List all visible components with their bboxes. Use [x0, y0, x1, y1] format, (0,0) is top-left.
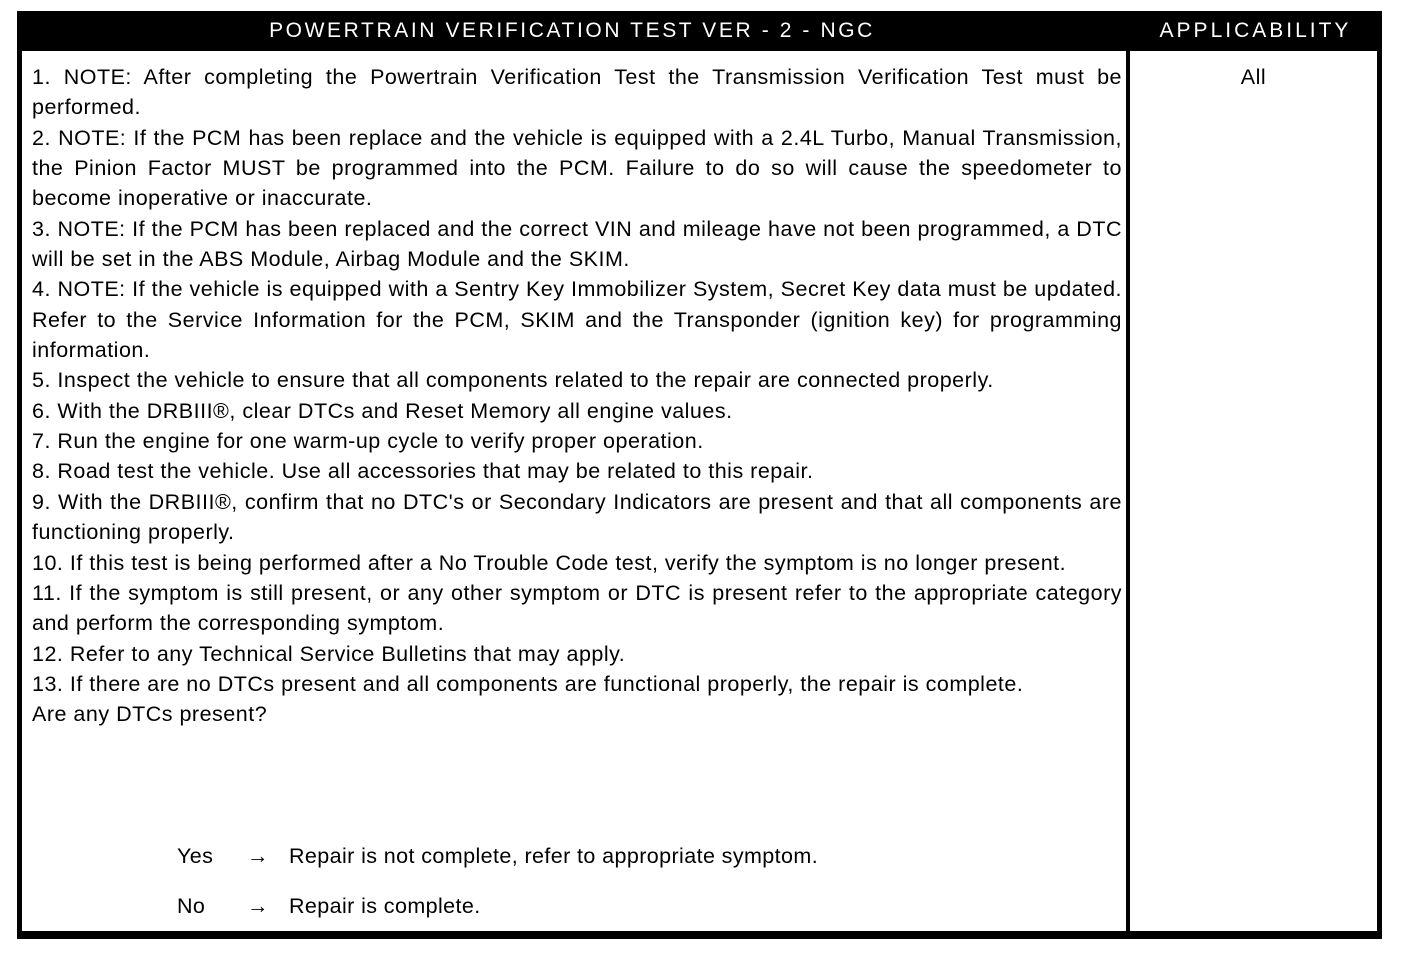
applicability-header: APPLICABILITY	[1159, 19, 1352, 42]
step-10: 10. If this test is being performed after a No Trouble Code test, verify the symptom is no longer present.	[32, 550, 1067, 575]
step-13: 13. If there are no DTCs present and all components are functional properly, the repair is complete.	[32, 671, 1024, 696]
step-11: 11. If the symptom is still present, or any other symptom or DTC is present refer to the appropriate category and perform the corresponding symptom.	[32, 580, 1122, 636]
answer-no-result: Repair is complete.	[289, 894, 481, 918]
applicability-value: All	[1240, 65, 1267, 89]
step-7: 7. Run the engine for one warm-up cycle to verify proper operation.	[32, 429, 704, 454]
answer-no-label: No	[177, 894, 206, 918]
step-2: 2. NOTE: If the PCM has been replace and the vehicle is equipped with a 2.4L Turbo, Manual Transmission, the Pinion Factor MUST be programmed into the PCM. Failure to do so will cause the speedometer to become inoperative or inaccurate.	[32, 125, 1122, 211]
applicability-cell	[1130, 51, 1377, 931]
question: Are any DTCs present?	[32, 702, 268, 727]
step-6: 6. With the DRBIII®, clear DTCs and Reset Memory all engine values.	[32, 398, 733, 423]
test-table	[17, 11, 1382, 939]
step-8: 8. Road test the vehicle. Use all accessories that may be related to this repair.	[32, 459, 814, 484]
test-title: POWERTRAIN VERIFICATION TEST VER - 2 - NGC	[269, 19, 875, 42]
answer-yes	[177, 841, 1077, 891]
step-9: 9. With the DRBIII®, confirm that no DTC's or Secondary Indicators are present and that all components are functioning properly.	[32, 489, 1122, 545]
answer-yes-result: Repair is not complete, refer to appropriate symptom.	[289, 844, 819, 868]
step-3: 3. NOTE: If the PCM has been replaced and the correct VIN and mileage have not been programmed, a DTC will be set in the ABS Module, Airbag Module and the SKIM.	[32, 216, 1122, 272]
arrow-right-icon: →	[247, 844, 269, 868]
answer-yes-label: Yes	[177, 844, 214, 868]
step-12: 12. Refer to any Technical Service Bulletins that may apply.	[32, 641, 626, 666]
step-4: 4. NOTE: If the vehicle is equipped with a Sentry Key Immobilizer System, Secret Key data must be updated. Refer to the Service Information for the PCM, SKIM and the Transponder (ignition key) for programming information.	[32, 277, 1122, 363]
arrow-right-icon: →	[247, 894, 269, 918]
step-list	[32, 62, 1122, 730]
procedure-cell	[22, 51, 1126, 931]
answer-no	[177, 891, 1077, 941]
step-1: 1. NOTE: After completing the Powertrain Verification Test the Transmission Verification Test must be performed.	[32, 65, 1122, 120]
step-5: 5. Inspect the vehicle to ensure that all components related to the repair are connected properly.	[32, 368, 994, 393]
answer-list	[177, 841, 1077, 941]
